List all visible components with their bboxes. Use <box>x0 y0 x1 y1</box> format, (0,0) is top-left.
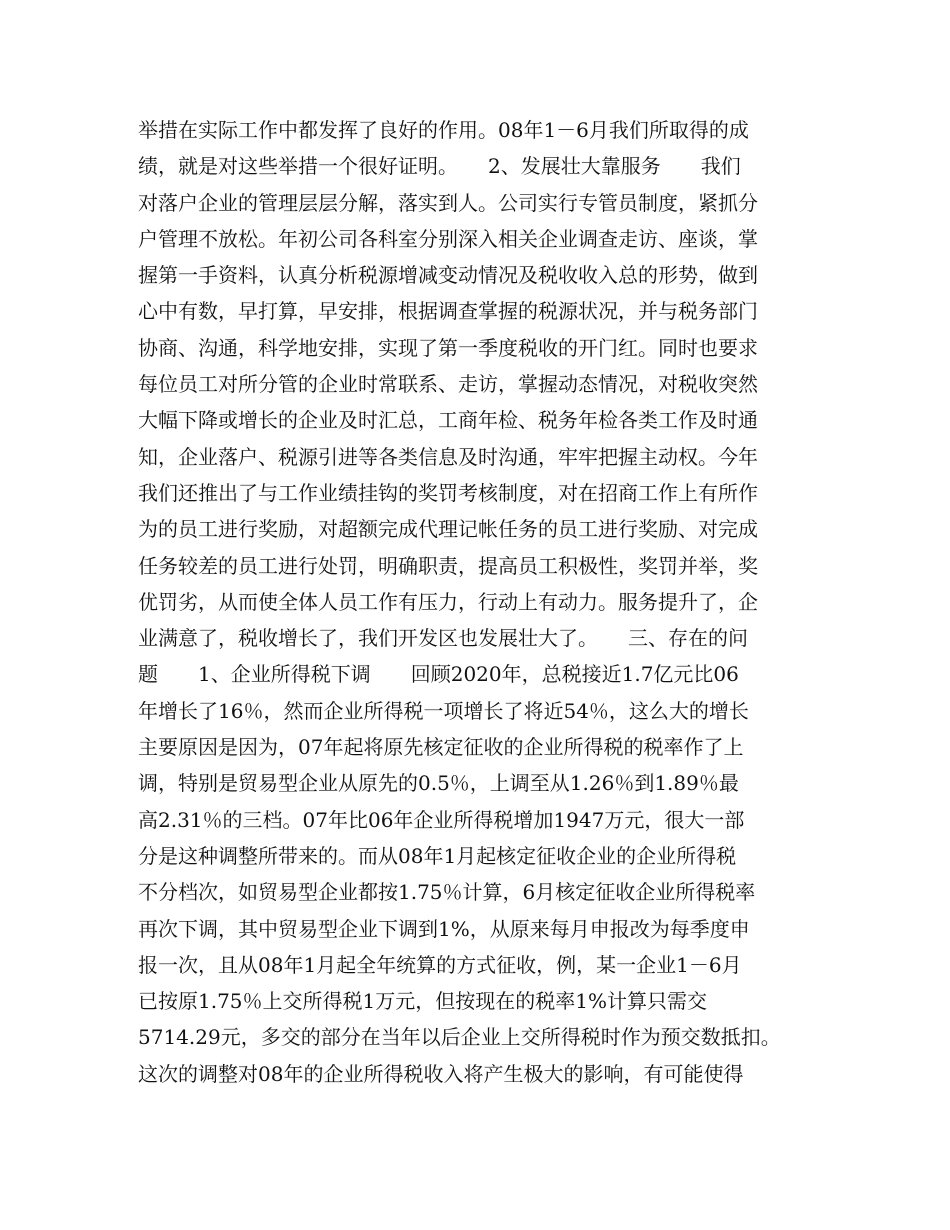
text-line: 不分档次，如贸易型企业都按1.75％计算，6月核定征收企业所得税率 <box>138 880 756 905</box>
text-line: 每位员工对所分管的企业时常联系、走访，掌握动态情况，对税收突然 <box>138 372 758 397</box>
text-line: 年增长了16％，然而企业所得税一项增长了将近54％，这么大的增长 <box>138 698 749 723</box>
text-line: 绩，就是对这些举措一个很好证明。 2、发展壮大靠服务 我们 <box>138 154 741 179</box>
text-line: 握第一手资料，认真分析税源增减变动情况及税收收入总的形势，做到 <box>138 263 758 288</box>
text-line: 举措在实际工作中都发挥了良好的作用。08年1－6月我们所取得的成 <box>138 118 749 142</box>
text-line: 我们还推出了与工作业绩挂钩的奖罚考核制度，对在招商工作上有所作 <box>138 480 758 505</box>
text-line: 协商、沟通，科学地安排，实现了第一季度税收的开门红。同时也要求 <box>138 335 758 360</box>
text-line: 高2.31％的三档。07年比06年企业所得税增加1947万元，很大一部 <box>138 807 745 832</box>
text-line: 优罚劣，从而使全体人员工作有压力，行动上有动力。服务提升了，企 <box>138 589 758 614</box>
text-line: 题 1、企业所得税下调 回顾2020年，总税接近1.7亿元比06 <box>138 662 739 687</box>
text-line: 这次的调整对08年的企业所得税收入将产生极大的影响，有可能使得 <box>138 1061 744 1086</box>
text-line: 户管理不放松。年初公司各科室分别深入相关企业调查走访、座谈，掌 <box>138 226 758 251</box>
text-line: 报一次，且从08年1月起全年统算的方式征收，例，某一企业1－6月 <box>138 952 742 977</box>
text-line: 大幅下降或增长的企业及时汇总，工商年检、税务年检各类工作及时通 <box>138 408 758 433</box>
text-line: 再次下调，其中贸易型企业下调到1%，从原来每月申报改为每季度申 <box>138 916 750 941</box>
text-line: 5714.29元，多交的部分在当年以后企业上交所得税时作为预交数抵扣。 <box>138 1025 781 1050</box>
text-line: 对落户企业的管理层层分解，落实到人。公司实行专管员制度，紧抓分 <box>138 190 758 215</box>
text-line: 知，企业落户、税源引进等各类信息及时沟通，牢牢把握主动权。今年 <box>138 444 758 469</box>
text-line: 分是这种调整所带来的。而从08年1月起核定征收企业的企业所得税 <box>138 843 737 868</box>
text-line: 心中有数，早打算，早安排，根据调查掌握的税源状况，并与税务部门 <box>138 299 758 324</box>
text-line: 已按原1.75％上交所得税1万元，但按现在的税率1%计算只需交 <box>138 989 707 1014</box>
text-line: 调，特别是贸易型企业从原先的0.5％，上调至从1.26％到1.89％最 <box>138 771 739 796</box>
text-line: 主要原因是因为，07年起将原先核定征收的企业所得税的税率作了上 <box>138 735 744 760</box>
text-line: 为的员工进行奖励，对超额完成代理记帐任务的员工进行奖励、对完成 <box>138 517 758 542</box>
text-line: 业满意了，税收增长了，我们开发区也发展壮大了。 三、存在的问 <box>138 626 748 651</box>
text-line: 任务较差的员工进行处罚，明确职责，提高员工积极性，奖罚并举，奖 <box>138 553 758 578</box>
body-text <box>138 112 828 1092</box>
